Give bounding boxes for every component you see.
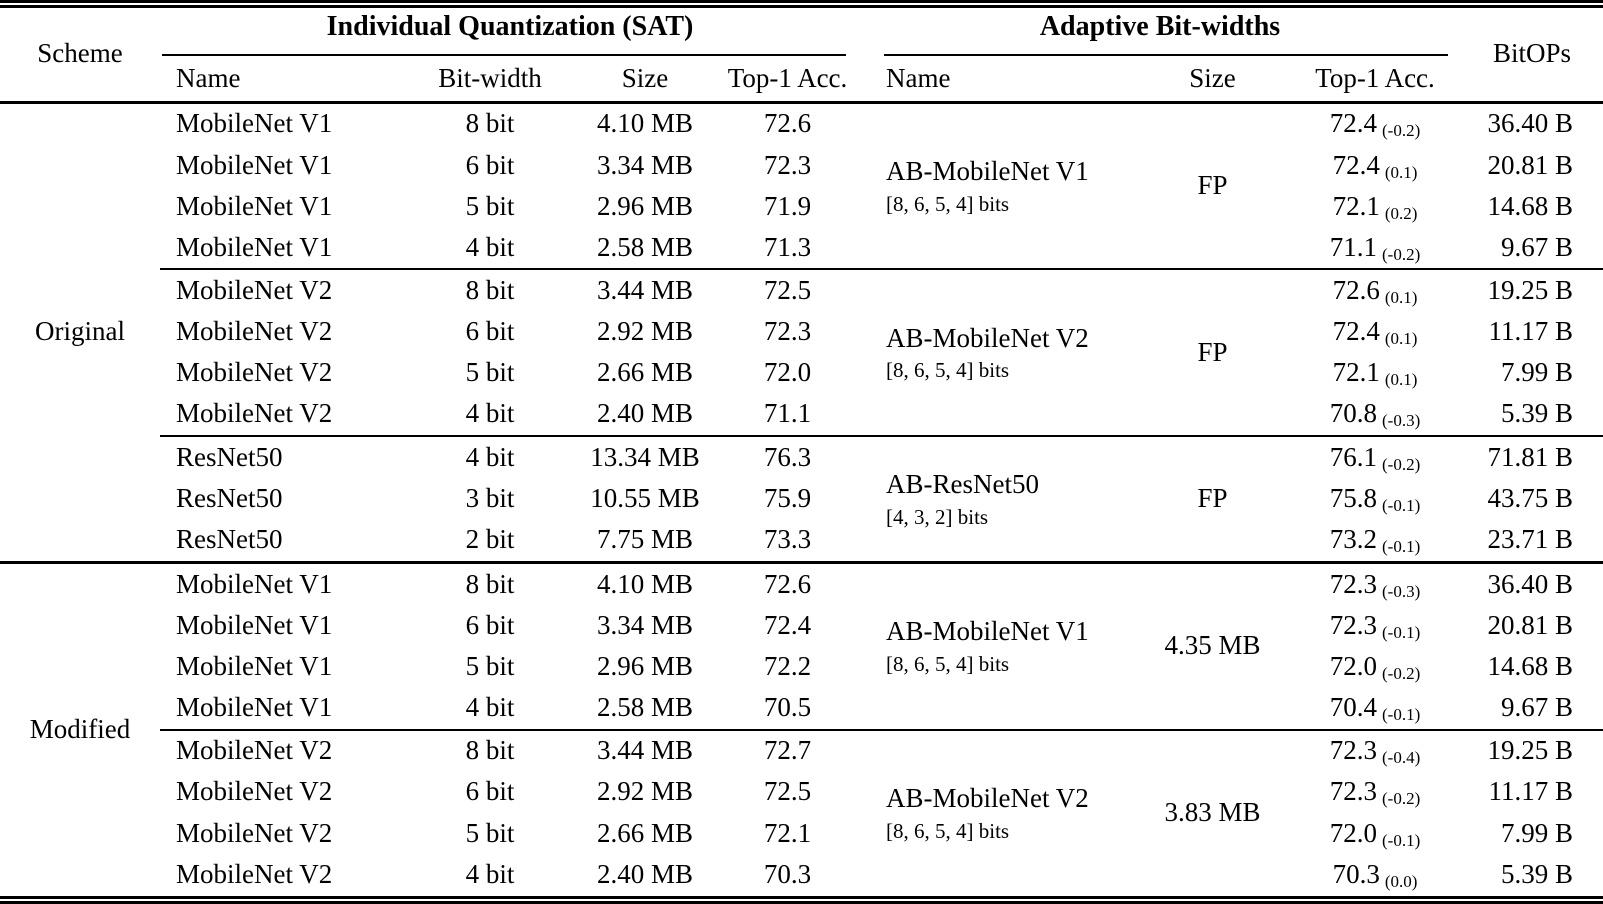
iq-name-cell: MobileNet V2	[176, 316, 333, 347]
iq-bitwidth-cell: 5 bit	[465, 190, 515, 221]
iq-bitwidth-cell: 4 bit	[465, 692, 515, 722]
ab-acc-delta: (0.1)	[1384, 329, 1418, 349]
scheme-label-modified: Modified	[0, 562, 160, 900]
ab-acc-cell	[1290, 605, 1460, 646]
ab-acc-value: 71.1	[1329, 231, 1378, 262]
iq-name-cell: MobileNet V2	[160, 269, 405, 311]
ab-acc-value: 72.0	[1329, 817, 1378, 848]
ab-acc-cell	[1290, 562, 1460, 605]
iq-size-cell: 2.92 MB	[596, 776, 694, 807]
iq-acc-cell: 70.3	[763, 859, 812, 890]
iq-name-cell: ResNet50	[176, 524, 283, 555]
ab-acc-cell	[1290, 145, 1460, 186]
table-row	[0, 687, 1603, 729]
ab-acc-cell	[1290, 436, 1460, 478]
ab-acc-value: 76.1	[1329, 441, 1378, 472]
iq-acc-cell: 76.3	[715, 436, 860, 478]
bitops-column-header: BitOPs	[1460, 4, 1603, 102]
ab-acc-cell	[1290, 227, 1460, 269]
bitops-cell: 20.81 B	[1487, 609, 1574, 640]
table-row	[0, 813, 1603, 854]
ab-bits-config: [8, 6, 5, 4] bits	[886, 819, 1010, 843]
iq-bitwidth-cell: 6 bit	[465, 776, 515, 807]
ab-bits-config: [8, 6, 5, 4] bits	[886, 358, 1010, 383]
table-row	[0, 186, 1603, 227]
iq-acc-cell: 72.0	[763, 357, 812, 388]
iq-bitwidth-cell: 6 bit	[465, 609, 515, 640]
ab-acc-delta: (0.1)	[1384, 288, 1418, 308]
ab-size-cell: 4.35 MB	[1135, 562, 1290, 729]
iq-acc-cell: 72.3	[763, 149, 812, 180]
bitops-cell: 19.25 B	[1460, 730, 1603, 772]
ab-acc-delta: (-0.2)	[1382, 789, 1421, 809]
iq-size-cell: 2.92 MB	[596, 316, 694, 347]
iq-name-cell: MobileNet V2	[176, 817, 333, 848]
table-row	[0, 772, 1603, 813]
iq-size-cell: 3.34 MB	[596, 149, 694, 180]
ab-acc-value: 70.8	[1329, 398, 1378, 429]
iq-size-cell: 10.55 MB	[590, 482, 700, 513]
iq-name-cell: MobileNet V1	[176, 692, 333, 722]
ab-acc-delta: (-0.1)	[1382, 622, 1421, 642]
ab-acc-value: 72.1	[1332, 357, 1380, 388]
table-row	[0, 102, 1603, 145]
iq-acc-cell: 72.2	[763, 650, 812, 681]
bitops-cell: 14.68 B	[1487, 190, 1574, 221]
iq-name-cell: MobileNet V1	[176, 108, 333, 139]
individual-quantization-group-header	[160, 4, 860, 56]
bitops-cell: 5.39 B	[1501, 398, 1574, 429]
ab-acc-delta: (0.1)	[1384, 370, 1418, 390]
iq-name-header: Name	[160, 56, 405, 102]
ab-acc-cell	[1290, 102, 1460, 145]
adaptive-bitwidths-group-header	[860, 4, 1460, 56]
ab-bits-config: [4, 3, 2] bits	[886, 504, 989, 529]
iq-name-cell: MobileNet V2	[176, 859, 333, 890]
iq-acc-cell: 71.3	[763, 231, 812, 262]
ab-size-cell: 3.83 MB	[1135, 730, 1290, 900]
ab-bits-config: [8, 6, 5, 4] bits	[886, 191, 1010, 216]
iq-bitwidth-cell: 8 bit	[405, 562, 575, 605]
iq-acc-cell: 71.9	[763, 190, 812, 221]
iq-size-cell: 13.34 MB	[575, 436, 715, 478]
iq-name-cell: MobileNet V2	[176, 357, 333, 388]
table-row	[0, 353, 1603, 394]
table-row	[0, 562, 1603, 605]
ab-acc-delta: (-0.2)	[1382, 244, 1421, 264]
ab-acc-value: 72.4	[1329, 108, 1378, 139]
bitops-cell: 7.99 B	[1501, 817, 1574, 848]
iq-size-cell: 2.58 MB	[596, 692, 694, 722]
bitops-cell: 43.75 B	[1487, 482, 1574, 513]
ab-acc-delta: (-0.2)	[1382, 663, 1421, 683]
iq-name-cell: MobileNet V2	[160, 730, 405, 772]
table-row	[0, 854, 1603, 900]
ab-acc-delta: (-0.1)	[1382, 537, 1421, 557]
iq-acc-header: Top-1 Acc.	[715, 56, 860, 102]
bitops-cell: 20.81 B	[1487, 149, 1574, 180]
ab-model-name: AB-MobileNet V1	[886, 616, 1089, 647]
iq-bitwidth-cell: 6 bit	[465, 149, 515, 180]
iq-size-cell: 3.34 MB	[596, 609, 694, 640]
ab-acc-cell	[1290, 687, 1460, 729]
ab-acc-value: 72.6	[1332, 275, 1380, 306]
ab-acc-delta: (0.1)	[1384, 162, 1418, 182]
iq-bitwidth-cell: 8 bit	[405, 269, 575, 311]
iq-acc-cell: 75.9	[763, 482, 812, 513]
iq-bitwidth-cell: 6 bit	[465, 316, 515, 347]
ab-acc-value: 70.3	[1332, 859, 1380, 890]
ab-acc-value: 72.3	[1329, 609, 1378, 640]
table-row	[0, 145, 1603, 186]
ab-model-name: AB-MobileNet V1	[886, 155, 1089, 186]
iq-bitwidth-cell: 5 bit	[465, 817, 515, 848]
ab-acc-cell	[1290, 394, 1460, 436]
bitops-cell: 36.40 B	[1487, 108, 1574, 139]
iq-size-cell: 2.40 MB	[596, 398, 694, 429]
iq-bitwidth-cell: 4 bit	[465, 398, 515, 429]
ab-name-cell	[860, 562, 1135, 729]
ab-acc-cell	[1290, 312, 1460, 353]
ab-acc-delta: (-0.1)	[1382, 705, 1421, 724]
iq-name-cell: MobileNet V2	[176, 776, 333, 807]
iq-size-cell: 3.44 MB	[575, 730, 715, 772]
ab-acc-value: 75.8	[1329, 482, 1378, 513]
iq-acc-cell: 73.3	[763, 524, 812, 555]
iq-size-cell: 2.96 MB	[596, 650, 694, 681]
ab-acc-value: 73.2	[1329, 524, 1378, 555]
bitops-cell: 7.99 B	[1501, 357, 1574, 388]
table-row	[0, 519, 1603, 562]
ab-acc-header: Top-1 Acc.	[1290, 56, 1460, 102]
iq-size-cell: 2.66 MB	[596, 817, 694, 848]
iq-bitwidth-cell: 4 bit	[405, 436, 575, 478]
ab-acc-cell	[1290, 478, 1460, 519]
table-row	[0, 394, 1603, 436]
iq-acc-cell: 72.4	[763, 609, 812, 640]
iq-size-cell: 4.10 MB	[596, 108, 694, 139]
iq-name-cell: MobileNet V1	[176, 609, 333, 640]
ab-name-cell	[860, 269, 1135, 436]
bitops-cell: 19.25 B	[1460, 269, 1603, 311]
ab-acc-delta: (-0.3)	[1382, 581, 1421, 601]
ab-acc-delta: (-0.4)	[1382, 748, 1421, 768]
iq-acc-cell: 72.5	[715, 269, 860, 311]
ab-acc-cell	[1290, 772, 1460, 813]
ab-acc-cell	[1290, 813, 1460, 854]
ab-name-header: Name	[860, 56, 1135, 102]
table-row	[0, 605, 1603, 646]
ab-acc-value: 70.4	[1329, 692, 1378, 722]
bitops-cell: 23.71 B	[1487, 524, 1574, 555]
iq-acc-cell: 72.1	[763, 817, 812, 848]
ab-acc-cell	[1290, 269, 1460, 311]
table-row	[0, 269, 1603, 311]
ab-size-cell: FP	[1135, 269, 1290, 436]
iq-name-cell: MobileNet V1	[160, 562, 405, 605]
ab-name-cell	[860, 436, 1135, 562]
iq-acc-cell: 72.3	[763, 316, 812, 347]
ab-acc-delta: (0.2)	[1384, 203, 1418, 223]
ab-acc-value: 72.3	[1329, 776, 1378, 807]
iq-bitwidth-cell: 2 bit	[465, 524, 515, 555]
individual-quantization-title: Individual Quantization (SAT)	[326, 11, 694, 42]
iq-size-cell: 7.75 MB	[596, 524, 694, 555]
ab-model-name: AB-ResNet50	[886, 468, 1039, 499]
iq-acc-cell: 72.6	[763, 108, 812, 139]
ab-acc-value: 72.3	[1329, 735, 1378, 766]
ab-acc-cell	[1290, 353, 1460, 394]
bitops-cell: 71.81 B	[1460, 436, 1603, 478]
ab-size-cell: FP	[1197, 170, 1228, 201]
ab-acc-delta: (-0.1)	[1382, 495, 1421, 515]
ab-model-name: AB-MobileNet V2	[886, 783, 1089, 814]
iq-acc-cell: 72.6	[715, 562, 860, 605]
iq-name-cell: MobileNet V1	[176, 190, 333, 221]
ab-acc-delta: (-0.2)	[1382, 121, 1421, 141]
iq-acc-cell: 72.7	[715, 730, 860, 772]
ab-acc-delta: (-0.3)	[1382, 411, 1421, 431]
ab-acc-cell	[1290, 730, 1460, 772]
table-row	[0, 436, 1603, 478]
iq-name-cell: MobileNet V1	[176, 650, 333, 681]
bitops-cell: 14.68 B	[1487, 650, 1574, 681]
iq-acc-cell: 72.5	[763, 776, 812, 807]
iq-bitwidth-cell: 5 bit	[465, 357, 515, 388]
iq-size-cell: 2.96 MB	[596, 190, 694, 221]
bitops-cell: 36.40 B	[1460, 562, 1603, 605]
ab-name-cell	[860, 730, 1135, 900]
bitops-cell: 5.39 B	[1501, 859, 1574, 890]
table-row	[0, 478, 1603, 519]
iq-size-cell: 3.44 MB	[575, 269, 715, 311]
iq-size-cell: 2.58 MB	[596, 231, 694, 262]
ab-acc-value: 72.0	[1329, 650, 1378, 681]
adaptive-bitwidths-title: Adaptive Bit-widths	[1039, 11, 1281, 42]
ab-acc-cell	[1290, 854, 1460, 900]
iq-size-cell: 2.66 MB	[596, 357, 694, 388]
table-row	[0, 227, 1603, 269]
iq-name-cell: ResNet50	[176, 482, 283, 513]
bitops-cell: 9.67 B	[1501, 692, 1574, 722]
ab-model-name: AB-MobileNet V2	[886, 322, 1089, 353]
ab-acc-cell	[1290, 519, 1460, 562]
iq-acc-cell: 70.5	[763, 692, 812, 722]
ab-acc-value: 72.3	[1329, 568, 1378, 599]
ab-size-header: Size	[1135, 56, 1290, 102]
iq-size-cell: 4.10 MB	[575, 562, 715, 605]
ab-acc-value: 72.4	[1332, 316, 1380, 347]
iq-bitwidth-cell: 4 bit	[465, 231, 515, 262]
iq-name-cell: ResNet50	[160, 436, 405, 478]
table-row	[0, 646, 1603, 687]
iq-bitwidth-cell: 3 bit	[465, 482, 515, 513]
ab-acc-cell	[1290, 186, 1460, 227]
scheme-label-original: Original	[35, 316, 125, 347]
bitops-cell: 9.67 B	[1501, 231, 1574, 262]
iq-size-header: Size	[575, 56, 715, 102]
ab-name-cell	[860, 102, 1135, 269]
bitops-cell: 11.17 B	[1488, 776, 1574, 807]
table-row	[0, 730, 1603, 772]
ab-acc-cell	[1290, 646, 1460, 687]
ab-bits-config: [8, 6, 5, 4] bits	[886, 651, 1010, 676]
iq-size-cell: 2.40 MB	[596, 859, 694, 890]
iq-bitwidth-cell: 5 bit	[465, 650, 515, 681]
iq-name-cell: MobileNet V1	[176, 149, 333, 180]
iq-bitwidth-cell: 8 bit	[405, 730, 575, 772]
scheme-column-header: Scheme	[0, 4, 160, 102]
table-row	[0, 312, 1603, 353]
ab-acc-value: 72.4	[1332, 149, 1380, 180]
ab-acc-delta: (-0.1)	[1382, 830, 1421, 850]
ab-acc-delta: (0.0)	[1384, 872, 1418, 892]
ab-acc-delta: (-0.2)	[1382, 454, 1421, 474]
iq-name-cell: MobileNet V2	[176, 398, 333, 429]
iq-bitwidth-cell: 8 bit	[465, 108, 515, 139]
iq-bitwidth-header: Bit-width	[405, 56, 575, 102]
ab-size-cell: FP	[1135, 436, 1290, 562]
iq-bitwidth-cell: 4 bit	[465, 859, 515, 890]
iq-name-cell: MobileNet V1	[176, 231, 333, 262]
ab-acc-value: 72.1	[1332, 190, 1380, 221]
bitops-cell: 11.17 B	[1488, 316, 1574, 347]
iq-acc-cell: 71.1	[763, 398, 812, 429]
